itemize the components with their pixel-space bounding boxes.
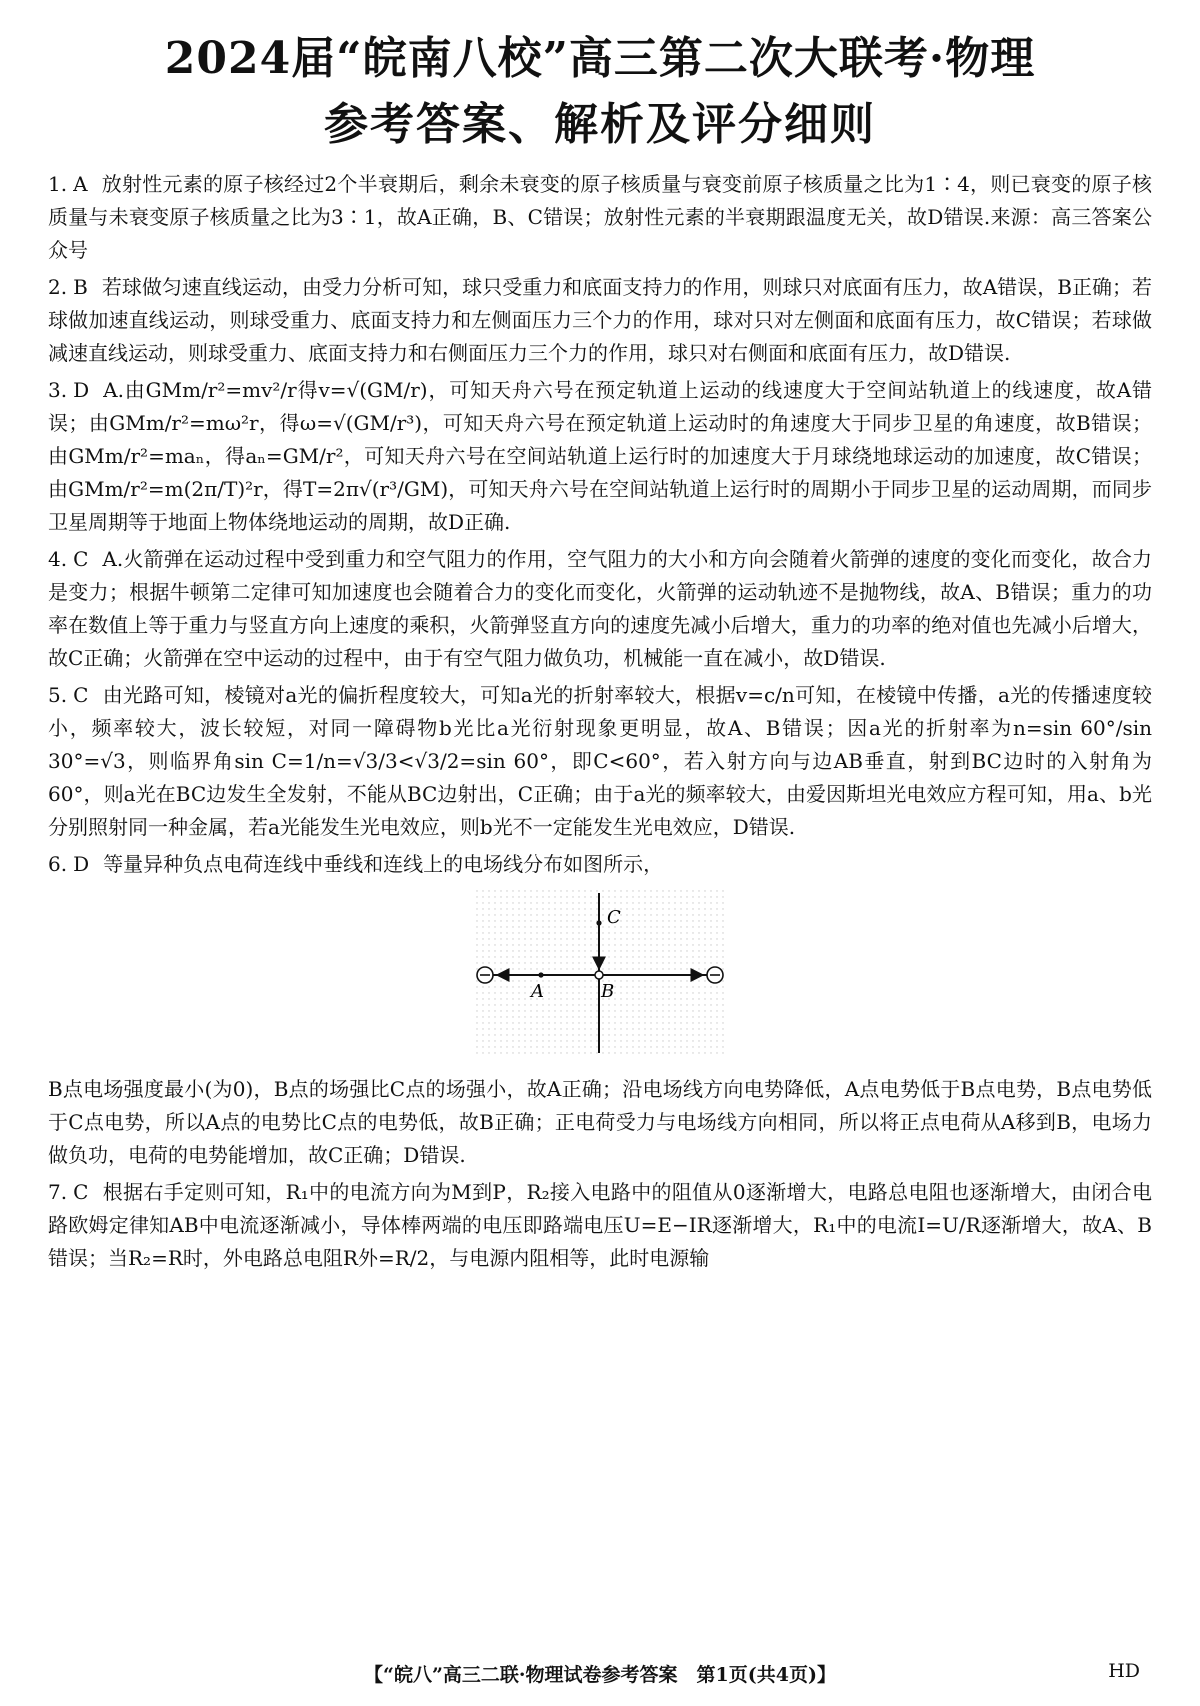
footer-code: HD — [1108, 1660, 1140, 1682]
point-a-dot — [538, 972, 543, 977]
item-answer: C — [73, 1180, 89, 1204]
item-number: 2. — [48, 275, 68, 299]
item-answer: D — [73, 378, 90, 402]
point-c-dot — [596, 920, 601, 925]
item-explanation: 由光路可知，棱镜对a光的偏折程度较大，可知a光的折射率较大，根据v=c/n可知，在棱镜中传播，a光的传播速度较小，频率较大，波长较短，对同一障碍物b光比a光衍射现象更明显，故A、B错误；因a光的折射率为n=sin 60°/sin 30°=√3，则临界角sin C=1/n=√3/3<√3/2=sin 60°，即C<60°，若入射方向与边AB垂直，射到BC边时的入射角为60°，则a光在BC边发生全发射，不能从BC边射出，C正确；由于a光的频率较大，由爱因斯坦光电效应方程可知，用a、b光分别照射同一种金属，若a光能发生光电效应，则b光不一定能发生光电效应，D错误. — [48, 683, 1152, 839]
answer-item-5 — [48, 679, 1152, 844]
item-explanation: A.由GMm/r²=mv²/r得v=√(GM/r)，可知天舟六号在预定轨道上运动的线速度大于空间站轨道上的线速度，故A错误；由GMm/r²=mω²r，得ω=√(GM/r³)，可知天舟六号在预定轨道上运动时的角速度大于同步卫星的角速度，故B错误；由GMm/r²=maₙ，得aₙ=GM/r²，可知天舟六号在空间站轨道上运行时的加速度大于月球绕地球运动的加速度，故C错误；由GMm/r²=m(2π/T)²r，得T=2π√(r³/GM)，可知天舟六号在空间站轨道上运行时的周期小于同步卫星的运动周期，而同步卫星周期等于地面上物体绕地运动的周期，故D正确. — [48, 378, 1152, 534]
point-b-dot — [595, 971, 603, 979]
answer-item-6-continued — [48, 1073, 1152, 1172]
item-answer: B — [73, 275, 88, 299]
item-number: 6. — [48, 852, 68, 876]
answer-item-2 — [48, 271, 1152, 370]
label-c: C — [607, 907, 621, 928]
item-number: 3. — [48, 378, 68, 402]
page-footer: 【“皖八”高三二联·物理试卷参考答案 第1页(共4页)】 — [364, 1664, 836, 1686]
answer-item-7 — [48, 1176, 1152, 1275]
label-b: B — [601, 981, 615, 1002]
page-title: 2024届“皖南八校”高三第二次大联考·物理 — [164, 33, 1036, 84]
item-explanation: A.火箭弹在运动过程中受到重力和空气阻力的作用，空气阻力的大小和方向会随着火箭弹的速度的变化而变化，故合力是变力；根据牛顿第二定律可知加速度也会随着合力的变化而变化，火箭弹的运动轨迹不是抛物线，故A、B错误；重力的功率在数值上等于重力与竖直方向上速度的乘积，火箭弹竖直方向的速度先减小后增大，重力的功率的绝对值也先减小后增大，故C正确；火箭弹在空中运动的过程中，由于有空气阻力做负功，机械能一直在减小，故D错误. — [48, 547, 1152, 670]
item-answer: C — [73, 683, 89, 707]
label-a: A — [531, 981, 544, 1002]
item-number: 4. — [48, 547, 68, 571]
item-explanation: 等量异种负点电荷连线中垂线和连线上的电场线分布如图所示， — [103, 852, 664, 876]
answer-item-3 — [48, 374, 1152, 539]
item-explanation: 放射性元素的原子核经过2个半衰期后，剩余未衰变的原子核质量与衰变前原子核质量之比为1∶4，则已衰变的原子核质量与未衰变原子核质量之比为3∶1，故A正确，B、C错误；放射性元素的半衰期跟温度无关，故D错误.来源：高三答案公众号 — [48, 172, 1152, 262]
item-number: 7. — [48, 1180, 68, 1204]
item-explanation: 若球做匀速直线运动，由受力分析可知，球只受重力和底面支持力的作用，则球只对底面有压力，故A错误，B正确；若球做加速直线运动，则球受重力、底面支持力和左侧面压力三个力的作用，球对只对左侧面和底面有压力，故C错误；若球做减速直线运动，则球受重力、底面支持力和右侧面压力三个力的作用，球只对右侧面和底面有压力，故D错误. — [48, 275, 1152, 365]
field-line-figure — [48, 889, 1152, 1067]
answer-list — [48, 168, 1152, 1279]
item-explanation: 根据右手定则可知，R₁中的电流方向为M到P，R₂接入电路中的阻值从0逐渐增大，电路总电阻也逐渐增大，由闭合电路欧姆定律知AB中电流逐渐减小，导体棒两端的电压即路端电压U=E−IR逐渐增大，R₁中的电流I=U/R逐渐增大，故A、B错误；当R₂=R时，外电路总电阻R外=R/2，与电源内阻相等，此时电源输 — [48, 1180, 1152, 1270]
electric-field-diagram — [475, 889, 725, 1057]
answer-item-4 — [48, 543, 1152, 675]
page-subtitle: 参考答案、解析及评分细则 — [324, 99, 876, 150]
item-explanation: B点电场强度最小(为0)，B点的场强比C点的场强小，故A正确；沿电场线方向电势降低，A点电势低于B点电势，B点电势低于C点电势，所以A点的电势比C点的电势低，故B正确；正电荷受力与电场线方向相同，所以将正点电荷从A移到B，电场力做负功，电荷的电势能增加，故C正确；D错误. — [48, 1077, 1152, 1167]
answer-item-6 — [48, 848, 1152, 881]
item-answer: C — [73, 547, 89, 571]
item-answer: D — [73, 852, 90, 876]
item-number: 5. — [48, 683, 68, 707]
item-answer: A — [73, 172, 88, 196]
item-number: 1. — [48, 172, 68, 196]
answer-item-1 — [48, 168, 1152, 267]
